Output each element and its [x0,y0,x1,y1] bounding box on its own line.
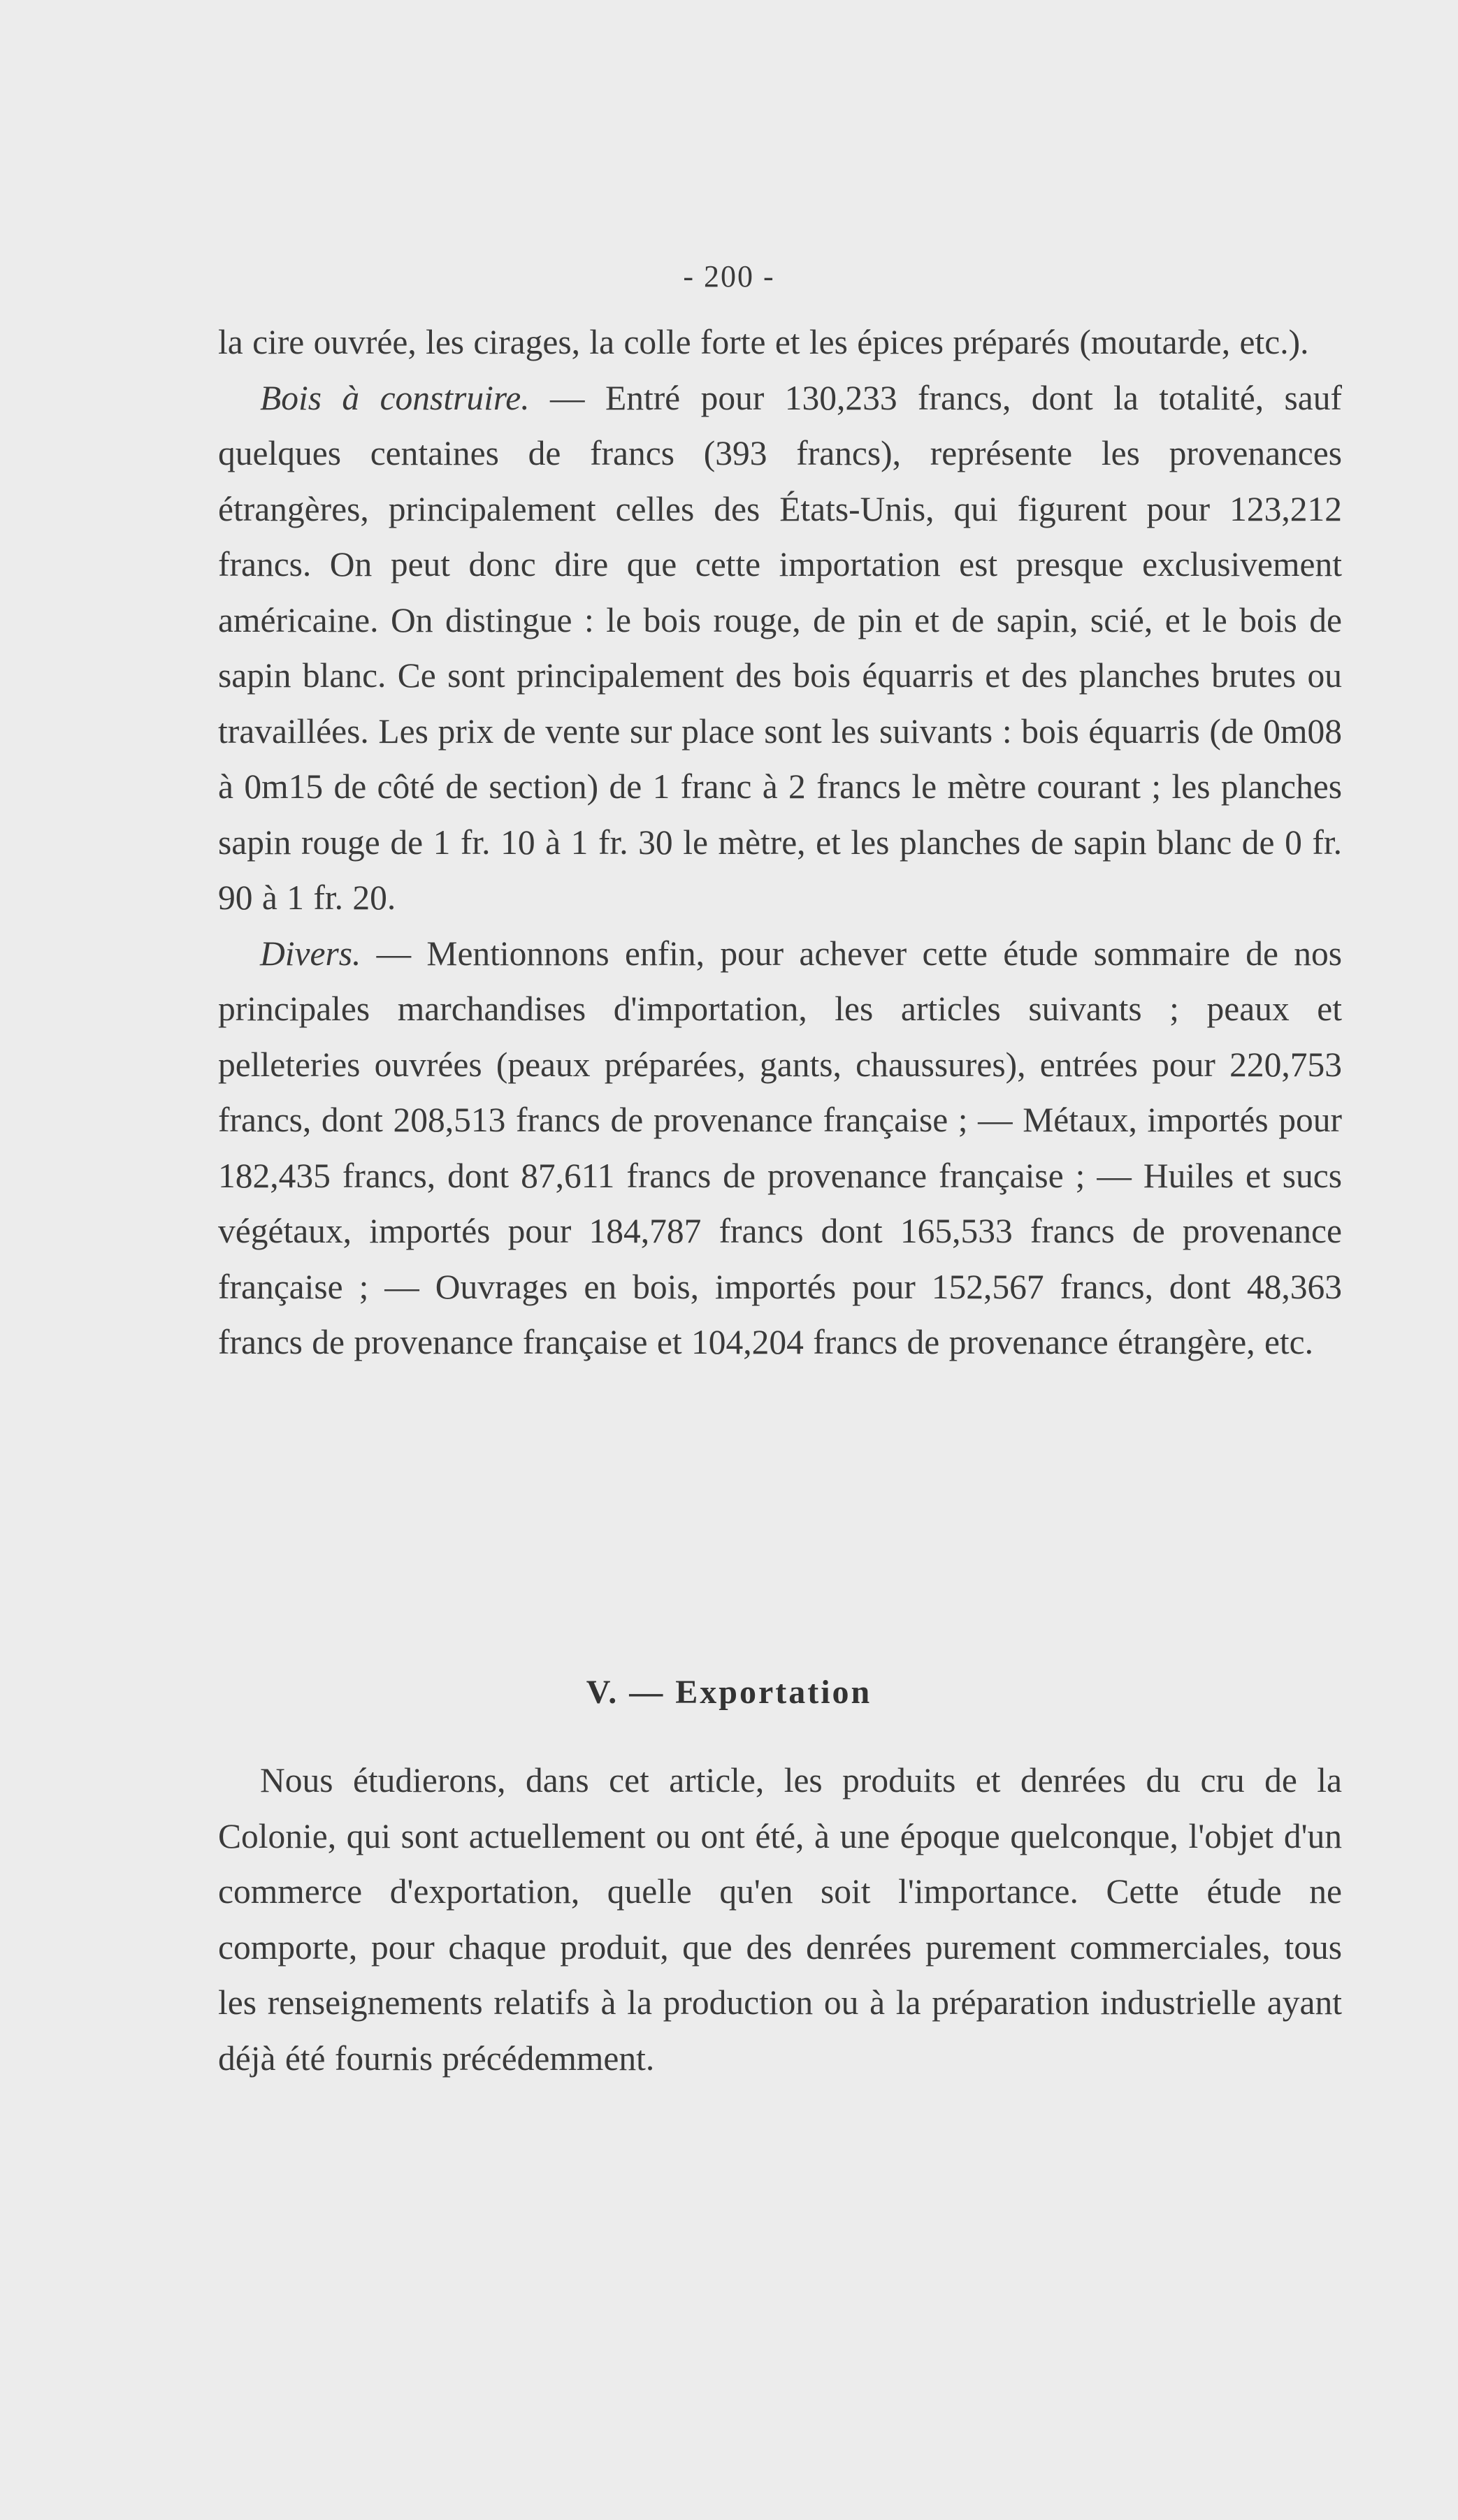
body-text-upper [218,314,1342,1370]
section-heading: V. — Exportation [586,1674,872,1711]
paragraph-lead-bois-a-construire: Bois à construire. [260,378,530,417]
page-number: - 200 - [683,259,775,294]
paragraph-exportation-intro: Nous étudierons, dans cet article, les produits et denrées du cru de la Colonie, qui sont actuellement ou ont été, à une époque quelconque, l'objet d'un commerce d'exportation, quelle qu'en soit l'importance. Cette étude ne comporte, pour chaque produit, que des denrées purement commerciales, tous les renseignements relatifs à la production ou à la préparation industrielle ayant déjà été fournis précédemment. [218,1761,1342,2078]
body-text-lower [218,1753,1342,2086]
paragraph-continuation: la cire ouvrée, les cirages, la colle forte et les épices préparés (moutarde, etc.). [218,323,1309,361]
paragraph-divers [218,926,1342,1370]
paragraph-bois-a-construire [218,370,1342,926]
paragraph-body-bois-a-construire: — Entré pour 130,233 francs, dont la totalité, sauf quelques centaines de francs (393 francs), représente les provenances étrangères, principalement celles des États-Unis, qui figurent pour 123,212 francs. On peut donc dire que cette importation est presque exclusivement américaine. On distingue : le bois rouge, de pin et de sapin, scié, et le bois de sapin blanc. Ce sont principalement des bois équarris et des planches brutes ou travaillées. Les prix de vente sur place sont les suivants : bois équarris (de 0m08 à 0m15 de côté de section) de 1 franc à 2 francs le mètre courant ; les planches sapin rouge de 1 fr. 10 à 1 fr. 30 le mètre, et les planches de sapin blanc de 0 fr. 90 à 1 fr. 20. [218,378,1343,917]
paragraph-body-divers: — Mentionnons enfin, pour achever cette étude sommaire de nos principales marchandises d'importation, les articles suivants ; peaux et pelleteries ouvrées (peaux préparées, gants, chaussures), entrées pour 220,753 francs, dont 208,513 francs de provenance française ; — Métaux, importés pour 182,435 francs, dont 87,611 francs de provenance française ; — Huiles et sucs végétaux, importés pour 184,787 francs dont 165,533 francs de provenance française ; — Ouvrages en bois, importés pour 152,567 francs, dont 48,363 francs de provenance française et 104,204 francs de provenance étrangère, etc. [218,934,1342,1361]
paragraph-lead-divers: Divers. [260,934,361,973]
